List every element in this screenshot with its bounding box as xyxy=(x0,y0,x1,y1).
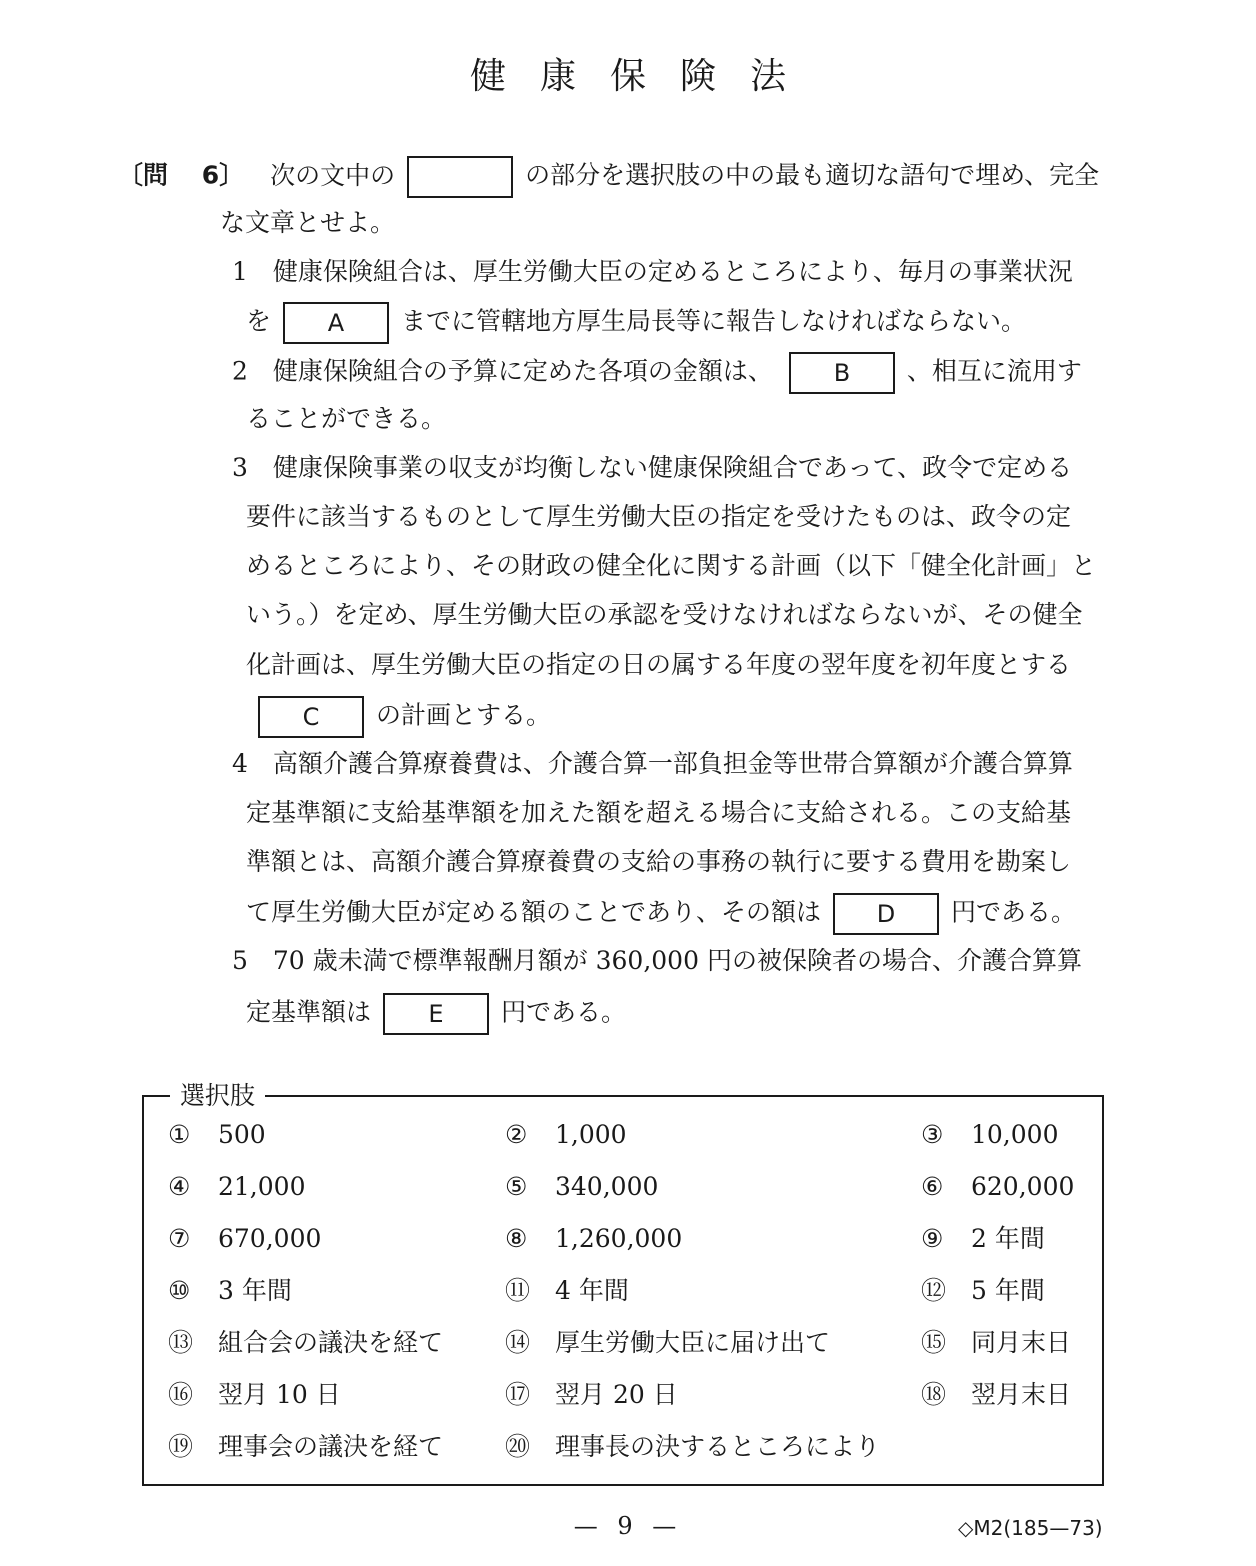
choice-5 xyxy=(505,1170,658,1204)
choice-8 xyxy=(505,1222,682,1256)
choice-text: 厚生労働大臣に届け出て xyxy=(555,1328,831,1357)
choice-text: 620,000 xyxy=(971,1172,1075,1201)
choice-4 xyxy=(168,1170,305,1204)
choice-text: 組合会の議決を経て xyxy=(218,1328,444,1357)
item-4-line-1: 4 高額介護合算療養費は、介護合算一部負担金等世帯合算額が介護合算算 xyxy=(232,749,1073,778)
choice-text: 翌月末日 xyxy=(971,1380,1072,1409)
item-3-line-1: 3 健康保険事業の収支が均衡しない健康保険組合であって、政令で定める xyxy=(232,453,1073,482)
choice-number: ⑲ xyxy=(168,1432,194,1461)
choice-text: 10,000 xyxy=(971,1120,1059,1149)
choice-11 xyxy=(505,1274,629,1308)
choice-number: ④ xyxy=(168,1172,191,1201)
choice-number: ⑧ xyxy=(505,1224,528,1253)
choice-number: ⑭ xyxy=(505,1328,531,1357)
choice-12 xyxy=(921,1274,1045,1308)
item-4-text-before: て厚生労働大臣が定める額のことであり、その額は xyxy=(246,897,822,927)
question-text-line2: な文章とせよ。 xyxy=(220,208,396,237)
blank-d: D xyxy=(833,893,939,935)
choice-number: ⑱ xyxy=(921,1380,947,1409)
item-5-line-2 xyxy=(246,993,626,1035)
item-1-line-1: 1 健康保険組合は、厚生労働大臣の定めるところにより、毎月の事業状況 xyxy=(232,257,1073,286)
question-number: 〔問 6〕 xyxy=(118,160,245,190)
question-header xyxy=(118,156,1099,198)
choice-9 xyxy=(921,1222,1045,1256)
choice-6 xyxy=(921,1170,1074,1204)
choice-14 xyxy=(505,1326,830,1360)
item-2-line-1 xyxy=(232,352,1082,394)
choice-number: ⑬ xyxy=(168,1328,194,1357)
item-3-text-after: の計画とする。 xyxy=(376,700,552,730)
choice-text: 翌月 10 日 xyxy=(218,1380,341,1409)
choice-text: 翌月 20 日 xyxy=(555,1380,678,1409)
choice-text: 340,000 xyxy=(555,1172,659,1201)
choice-number: ⑳ xyxy=(505,1432,531,1461)
item-3-line-4: いう。）を定め、厚生労働大臣の承認を受けなければならないが、その健全 xyxy=(246,600,1083,629)
choice-number: ③ xyxy=(921,1120,944,1149)
item-4-text-after: 円である。 xyxy=(951,897,1077,927)
choice-number: ⑫ xyxy=(921,1276,947,1305)
item-4-line-2: 定基準額に支給基準額を加えた額を超える場合に支給される。この支給基 xyxy=(246,798,1072,827)
choice-text: 1,260,000 xyxy=(555,1224,683,1253)
choice-16 xyxy=(168,1378,341,1412)
choice-1 xyxy=(168,1118,266,1152)
item-4-line-4 xyxy=(246,893,1076,935)
choice-text: 5 年間 xyxy=(971,1276,1045,1305)
choice-text: 理事長の決するところにより xyxy=(555,1432,881,1461)
item-5-line-1: 5 70 歳未満で標準報酬月額が 360,000 円の被保険者の場合、介護合算算 xyxy=(232,946,1082,975)
blank-b: B xyxy=(789,352,895,394)
choice-3 xyxy=(921,1118,1058,1152)
choice-13 xyxy=(168,1326,443,1360)
choice-number: ⑰ xyxy=(505,1380,531,1409)
blank-c: C xyxy=(258,696,364,738)
choice-text: 670,000 xyxy=(218,1224,322,1253)
choice-19 xyxy=(168,1430,443,1464)
choice-number: ⑯ xyxy=(168,1380,194,1409)
item-1-line-2 xyxy=(246,302,1026,344)
choice-7 xyxy=(168,1222,321,1256)
choice-text: 2 年間 xyxy=(971,1224,1045,1253)
choice-number: ② xyxy=(505,1120,528,1149)
question-text-before: 次の文中の xyxy=(270,160,396,190)
choice-number: ⑦ xyxy=(168,1224,191,1253)
question-text-after: の部分を選択肢の中の最も適切な語句で埋め、完全 xyxy=(525,160,1100,190)
choice-15 xyxy=(921,1326,1071,1360)
choice-text: 理事会の議決を経て xyxy=(218,1432,444,1461)
choice-20 xyxy=(505,1430,880,1464)
blank-e: E xyxy=(383,993,489,1035)
choice-text: 500 xyxy=(218,1120,266,1149)
item-4-line-3: 準額とは、高額介護合算療養費の支給の事務の執行に要する費用を勘案し xyxy=(246,847,1072,876)
choices-label: 選択肢 xyxy=(170,1079,265,1113)
item-5-text-before: 定基準額は xyxy=(246,997,372,1027)
item-2-text-before: 2 健康保険組合の予算に定めた各項の金額は、 xyxy=(232,356,773,386)
item-3-line-6 xyxy=(246,696,551,738)
page-title: 健康保険法 xyxy=(469,56,820,97)
choice-number: ① xyxy=(168,1120,191,1149)
item-5-text-after: 円である。 xyxy=(501,997,627,1027)
item-1-text-after: までに管轄地方厚生局長等に報告しなければならない。 xyxy=(401,306,1027,336)
choice-text: 4 年間 xyxy=(555,1276,629,1305)
choice-text: 1,000 xyxy=(555,1120,627,1149)
choice-number: ⑤ xyxy=(505,1172,528,1201)
example-blank-box xyxy=(407,156,513,198)
choice-text: 3 年間 xyxy=(218,1276,292,1305)
item-3-line-3: めるところにより、その財政の健全化に関する計画（以下「健全化計画」と xyxy=(246,551,1097,580)
page-number: — 9 — xyxy=(573,1512,683,1540)
choice-number: ⑪ xyxy=(505,1276,531,1305)
item-2-text-after: 、相互に流用す xyxy=(906,356,1082,386)
item-2-line-2: ることができる。 xyxy=(246,404,447,433)
choice-number: ⑥ xyxy=(921,1172,944,1201)
choice-text: 同月末日 xyxy=(971,1328,1072,1357)
choice-17 xyxy=(505,1378,678,1412)
choice-text: 21,000 xyxy=(218,1172,306,1201)
item-1-text-before: を xyxy=(246,306,272,336)
blank-a: A xyxy=(283,302,389,344)
choice-18 xyxy=(921,1378,1071,1412)
choice-2 xyxy=(505,1118,627,1152)
choice-number: ⑩ xyxy=(168,1276,191,1305)
exam-code: ◇M2(185—73) xyxy=(958,1516,1103,1540)
item-3-line-2: 要件に該当するものとして厚生労働大臣の指定を受けたものは、政令の定 xyxy=(246,502,1072,531)
choice-number: ⑮ xyxy=(921,1328,947,1357)
item-3-line-5: 化計画は、厚生労働大臣の指定の日の属する年度の翌年度を初年度とする xyxy=(246,650,1072,679)
choice-10 xyxy=(168,1274,292,1308)
choice-number: ⑨ xyxy=(921,1224,944,1253)
